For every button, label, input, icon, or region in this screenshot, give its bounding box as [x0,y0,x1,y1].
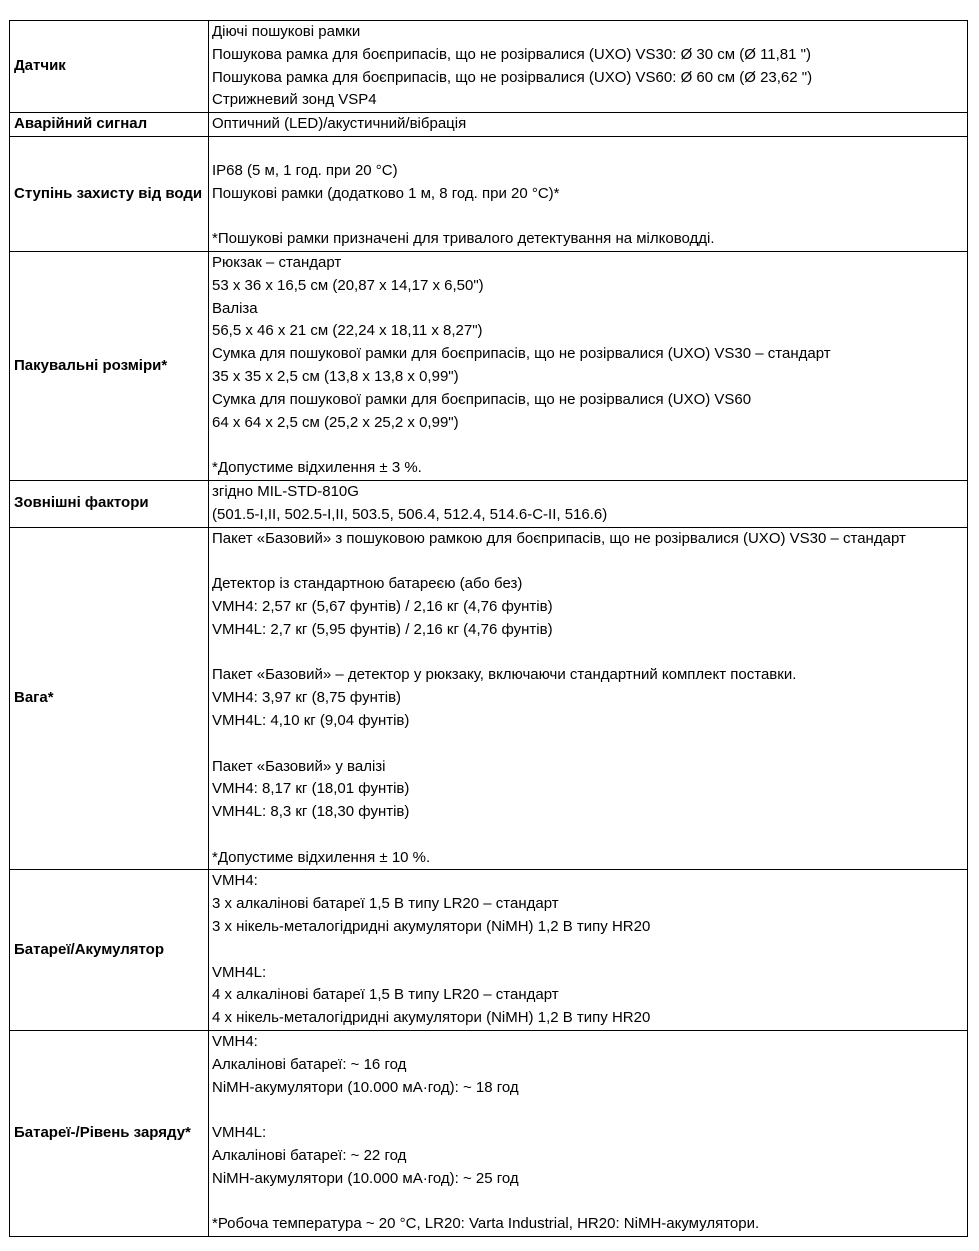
spec-line: Алкалінові батареї: ~ 16 год [212,1055,407,1073]
spec-label: Батареї/Акумулятор [10,870,209,1031]
spec-line: Пакет «Базовий» у валізі [212,757,386,775]
spec-row-battery-life [10,1031,968,1237]
spec-line: згідно MIL-STD-810G [212,482,359,500]
spec-label: Ступінь захисту від води [10,136,209,251]
spec-row-weight [10,527,968,870]
spec-line: Сумка для пошукової рамки для боєприпасів, що не розірвалися (UXO) VS60 [212,390,752,408]
spec-value [209,480,968,527]
spec-row-packing-dimensions [10,251,968,480]
spec-line: *Робоча температура ~ 20 °C, LR20: Varta Industrial, HR20: NiMH-акумулятори. [212,1215,760,1233]
spec-line: Діючі пошукові рамки [212,23,361,40]
spec-line: *Допустиме відхилення ± 3 %. [212,459,422,477]
spec-line: Валіза [212,299,258,317]
spec-line: IP68 (5 м, 1 год. при 20 °C) [212,161,398,179]
spec-line: Алкалінові батареї: ~ 22 год [212,1147,407,1165]
spec-line: VMH4: 8,17 кг (18,01 фунтів) [212,780,410,798]
spec-line: VMH4L: 8,3 кг (18,30 фунтів) [212,803,410,821]
spec-value [209,21,968,113]
spec-line: 56,5 x 46 x 21 см (22,24 x 18,11 x 8,27") [212,322,483,340]
spec-line: VMH4L: [212,963,267,981]
spec-blank-line [212,1191,967,1214]
spec-label: Зовнішні фактори [10,480,209,527]
spec-value [209,251,968,480]
spec-line: Пакет «Базовий» – детектор у рюкзаку, включаючи стандартний комплект поставки. [212,666,797,684]
spec-blank-line [212,1099,967,1122]
spec-label: Пакувальні розміри* [10,251,209,480]
spec-value [209,870,968,1031]
spec-value [209,1031,968,1237]
spec-line: NiMH-акумулятори (10.000 мА·год): ~ 18 год [212,1078,519,1096]
spec-line: VMH4L: 2,7 кг (5,95 фунтів) / 2,16 кг (4,76 фунтів) [212,620,553,638]
spec-row-batteries [10,870,968,1031]
spec-blank-line [212,550,967,573]
spec-row-water-protection [10,136,968,251]
spec-label: Аварійний сигнал [10,113,209,137]
spec-line: Рюкзак – стандарт [212,253,342,271]
spec-label: Батареї-/Рівень заряду* [10,1031,209,1237]
spec-line: Пошукова рамка для боєприпасів, що не розірвалися (UXO) VS60: Ø 60 см (Ø 23,62 ") [212,68,813,86]
spec-line: VMH4L: [212,1124,267,1142]
spec-line: 3 x алкалінові батареї 1,5 В типу LR20 – стандарт [212,895,559,913]
spec-line: 53 x 36 x 16,5 см (20,87 x 14,17 x 6,50") [212,276,484,294]
spec-row-alarm [10,113,968,137]
spec-line: *Допустиме відхилення ± 10 %. [212,848,431,866]
spec-line: VMH4: 3,97 кг (8,75 фунтів) [212,689,402,707]
spec-line: NiMH-акумулятори (10.000 мА·год): ~ 25 год [212,1169,519,1187]
spec-row-sensor [10,21,968,113]
spec-line: 35 x 35 x 2,5 см (13,8 x 13,8 x 0,99") [212,367,459,385]
spec-blank-line [212,642,967,665]
spec-line: Пошукова рамка для боєприпасів, що не розірвалися (UXO) VS30: Ø 30 см (Ø 11,81 ") [212,45,811,63]
spec-label: Вага* [10,527,209,870]
spec-line: VMH4: [212,872,258,890]
spec-line: Пакет «Базовий» з пошуковою рамкою для боєприпасів, що не розірвалися (UXO) VS30 – стандарт [212,529,906,547]
spec-line: Стрижневий зонд VSP4 [212,91,377,109]
spec-line: *Пошукові рамки призначені для тривалого детектування на мілководді. [212,230,715,248]
spec-line: VMH4: [212,1033,258,1051]
spec-line: 4 x алкалінові батареї 1,5 В типу LR20 – стандарт [212,986,559,1004]
spec-line: 64 x 64 x 2,5 см (25,2 x 25,2 x 0,99") [212,413,459,431]
spec-blank-line [212,733,967,756]
spec-blank-line [212,939,967,962]
spec-blank-line [212,434,967,457]
spec-line: VMH4: 2,57 кг (5,67 фунтів) / 2,16 кг (4,76 фунтів) [212,597,553,615]
spec-line: Сумка для пошукової рамки для боєприпасів, що не розірвалися (UXO) VS30 – стандарт [212,345,831,363]
spec-blank-line [212,137,967,160]
spec-line: 3 x нікель-металогідридні акумулятори (NiMH) 1,2 В типу HR20 [212,918,651,936]
specifications-table-body [10,21,968,1237]
spec-line: Пошукові рамки (додатково 1 м, 8 год. при 20 °C)* [212,184,560,202]
spec-line: (501.5-I,II, 502.5-I,II, 503.5, 506.4, 512.4, 514.6-C-II, 516.6) [212,505,608,523]
spec-value [209,527,968,870]
spec-blank-line [212,205,967,228]
specifications-table [9,20,968,1237]
spec-blank-line [212,824,967,847]
spec-line: VMH4L: 4,10 кг (9,04 фунтів) [212,711,410,729]
spec-value [209,136,968,251]
spec-value [209,113,968,137]
spec-line: 4 x нікель-металогідридні акумулятори (NiMH) 1,2 В типу HR20 [212,1009,651,1027]
spec-label: Датчик [10,21,209,113]
spec-line: Детектор із стандартною батареєю (або без) [212,575,523,593]
spec-row-environmental [10,480,968,527]
spec-line: Оптичний (LED)/акустичний/вібрація [212,115,467,133]
